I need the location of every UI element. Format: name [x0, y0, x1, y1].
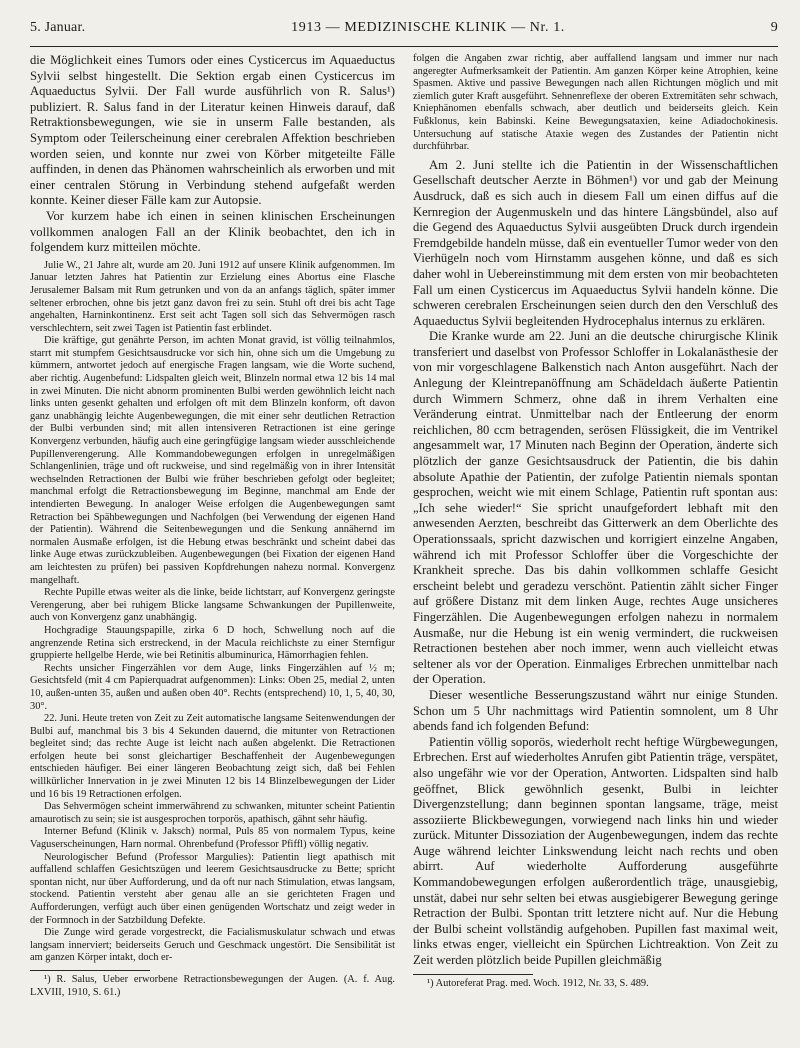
case-internal: Interner Befund (Klinik v. Jaksch) normal, Puls 85 von normalem Typus, keine Vaguserscheinungen, Harn normal. Ohrenbefund (Professor Pfiffl) völlig negativ. — [30, 826, 395, 851]
case-visual-field: Rechts unsicher Fingerzählen vor dem Auge, links Fingerzählen auf ½ m; Gesichtsfeld (mit 4 cm Papierquadrat aufgenommen): Links: Oben 25, medial 2, unten 10, außen-unten 35, außen und außen oben 40°. Rechts (entsprechend) 10, 1, 5, 40, 30, 30°. — [30, 662, 395, 712]
left-paragraph-1: die Möglichkeit eines Tumors oder eines Cysticercus im Aquaeductus Sylvii selbst hingestellt. Die Sektion ergab einen Cysticercus im Aquaeductus Sylvii. Der Fall wurde ausführlich von R. Salus¹) publiziert. R. Salus fand in der Literatur keinen Hinweis darauf, daß Retraktionsbewegungen, wie sie in unserm Falle bestanden, als Symptom oder Teilerscheinung einer cerebralen Affektion beschrieben worden seien, und konnte nur zwei von Körber mitgeteilte Fälle auffinden, in denen das Phänomen wahrscheinlich als erworben und mit einer centralen Störung in Verbindung stehend aufgefaßt werden konnte. Keiner dieser Fälle kam zur Autopsie. — [30, 53, 395, 208]
case-tongue: Die Zunge wird gerade vorgestreckt, die Facialismuskulatur schwach und etwas langsam innerviert; beiderseits Geruch und Geschmack ungestört. Die Sensibilität ist am ganzen Körper intakt, doch er- — [30, 927, 395, 964]
right-paragraph-4: Patientin völlig soporös, wiederholt recht heftige Würgbewegungen, Erbrechen. Erst auf wiederholtes Anrufen gibt Patientin träge, verspätet, also ungefähr wie vor der Operation, Antworten. Lidspalten sind halb geöffnet, Blick gewöhnlich gesenkt, Bulbi in leichter Divergenzstellung; dann beginnen spontan langsame, träge, meist assoziierte Blickbewegungen, vorwiegend nach links hin und wieder zurück. Mitunter Dissoziation der Augenbewegungen, indem das rechte Auge während leichter Linkswendung leicht nach rechts und oben abirrt. Auf wiederholte Aufforderung ausgeführte Kommandobewegungen erfolgen außerordentlich träge, unausgiebig, unstät, dabei nur sehr selten bei etwas ausgiebigerer Bewegung geringe Retraction der Bulbi. Spontan tritt letztere nicht auf. Nur die Hebung der Bulbi scheint vollständig aufgehoben. Pupillen fast maximal weit, links etwas enger, vielleicht ein Spürchen Lichtreaktion. Von Zeit zu Zeit werden plötzlich beide Pupillen gleichmäßig — [413, 734, 778, 968]
footnote-rule-right — [413, 974, 533, 975]
left-paragraph-2: Vor kurzem habe ich einen in seinen klinischen Erscheinungen vollkommen analogen Fall an der Klinik beobachtet, den ich in folgendem kurz mitteilen möchte. — [30, 208, 395, 255]
case-pupils: Rechte Pupille etwas weiter als die linke, beide lichtstarr, auf Konvergenz geringste Verengerung, aber bei ruhigem Blicke langsame Schwankungen der Pupillenweite, auch von Konvergenz ganz unabhängig. — [30, 587, 395, 624]
left-column — [30, 53, 395, 999]
case-papilla: Hochgradige Stauungspapille, zirka 6 D hoch, Schwellung noch auf die angrenzende Retina sich erstreckend, in der Macula reichlichste zu einer Sternfigur gruppierte hellgelbe Herde, wie bei Retinitis albuminurica, Hämorrhagien fehlen. — [30, 624, 395, 662]
case-june-22: 22. Juni. Heute treten von Zeit zu Zeit automatische langsame Seitenwendungen der Bulbi auf, manchmal bis 3 bis 4 Sekunden dauernd, die mitunter von Retractionen begleitet sind; das rechte Auge ist leicht nach außen abgelenkt. Die Retractionen erfolgen heute bei sonst gleichartiger Beschaffenheit der Augenbewegungen entschieden häufiger. Bei einer längeren Beobachtung zeigt sich, daß bei Fehlen willkürlicher Innervation in je zwei Minuten 12 bis 14 Blinzelbewegungen der Lider und 16 bis 19 Retractionen erfolgen. — [30, 713, 395, 800]
right-paragraph-1: Am 2. Juni stellte ich die Patientin in der Wissenschaftlichen Gesellschaft deutscher Aerzte in Böhmen¹) vor und gab der Meinung Ausdruck, daß es sich auch in diesem Fall um einen diffus auf die Kernregion der Augenmuskeln und das hintere Längsbündel, also auf die Gegend des Aquaeductus Sylvii ausgeübten Druck durch irgendein Fremdgebilde handeln müsse, daß ein eventueller Tumor weder von den Vierhügeln noch vom Hirnstamm ausgehen könne, und daß es sich daher wohl in Uebereinstimmung mit dem ersten von mir beobachteten Fall um einen Cysticercus im Aquaeductus Sylvii handeln könne. Die schweren cerebralen Erscheinungen seien durch den den Verschluß des Aquaeductus Sylvii begleitenden Hydrocephalus internus zu erklären. — [413, 157, 778, 328]
header-page-number: 9 — [770, 20, 778, 35]
case-eye-findings: Die kräftige, gut genährte Person, im achten Monat gravid, ist völlig teilnahmlos, starrt mit stumpfem Gesichtsausdrucke vor sich hin, ohne sich um die Umgebung zu kümmern, antwortet jedoch auf energische Fragen langsam, wie die Worte suchend, aber richtig. Augenbefund: Lidspalten gleich weit, Blinzeln normal etwa 12 bis 14 mal in zwei Minuten. Die nicht abnorm prominenten Bulbi werden gewöhnlich leicht nach links unten gesenkt gehalten und erfolgen oft mit dem Blinzeln konform, oft davon ganz unabhängig leichte Augenbewegungen, die mit einer sehr deutlichen Retraction der Bulbi verbunden sind; mit allen intensiveren Retractionen ist eine geringe Konvergenz verbunden, häufig auch eine geringfügige langsam wieder ausschleichende Pupillenverengerung. Alle Kommandobewegungen erfolgen in unregelmäßigen Schlangenlinien, träge und oft ruckweise, und sind regelmäßig von in ihrer Intensität wechselnden Retractionen der Bulbi wie früher beschrieben gefolgt oder begleitet; manchmal erfolgt die Retractionsbewegung im Beginne, manchmal am Ende der intendierten Bewegung. In analoger Weise erfolgen die Augenbewegungen samt Retraction bei Spähbewegungen und Nachfolgen (bei Verwendung der eigenen Hand der Patientin). Während die Seitenbewegungen und die Senkung annähernd im normalen Ausmaße erfolgen, ist die Hebung etwas beschränkt und scheint dabei das linke Auge etwas zurückzubleiben. Augenbewegungen (bei Fixation der eigenen Hand am leichtesten zu prüfen) bei passiven Kopfdrehungen nahezu normal. Konvergenz mangelhaft. — [30, 335, 395, 586]
text-columns — [30, 53, 778, 999]
footnote-left: ¹) R. Salus, Ueber erworbene Retractionsbewegungen der Augen. (A. f. Aug. LXVIII, 1910, S. 61.) — [30, 973, 395, 998]
header-rule — [30, 46, 778, 47]
header-date: 5. Januar. — [30, 20, 86, 35]
case-report — [30, 260, 395, 965]
footnote-rule-left — [30, 970, 150, 971]
case-neurological: Neurologischer Befund (Professor Margulies): Patientin liegt apathisch mit auffallend schlaffen Gesichtszügen und leerem Gesichtsausdrucke zu Bette; spricht spontan nicht, nur über Aufforderung, und da oft nur nach Stimulation, etwas langsam, stockend. Patientin versteht aber genau alle an sie gerichteten Fragen und Aufforderungen, verfügt auch über einen genügenden Wortschatz und zeigt weder in der Formnoch in der Satzbildung Defekte. — [30, 851, 395, 926]
right-paragraph-2: Die Kranke wurde am 22. Juni an die deutsche chirurgische Klinik transferiert und daselbst von Professor Schloffer in Lokalanästhesie der von mir vorgeschlagene Balkenstich nach Anton ausgeführt. Nach der Anlegung der Kleintrepanöffnung am Schädeldach äußerte Patientin durch Wimmern Schmerz, ohne daß in ihrem Verhalten eine Veränderung eintrat. Unmittelbar nach der Entleerung der enorm reichlichen, 80 ccm betragenden, serösen Flüssigkeit, die im Ventrikel angesammelt war, 17 Minuten nach Beginn der Operation, änderte sich plötzlich der ganze Gesichtsausdruck der Patientin, die bis dahin absolute Apathie der Patientin, der zufolge Patientin niemals spontan gesprochen, weicht wie mit einem Schlage, Patientin ruft spontan aus: „Ich sehe wieder!“ Sie spricht unaufgefordert lebhaft mit den anwesenden Aerzten, beschreibt das Gitterwerk an dem Oberlichte des Operationssaals, spricht dazwischen und korrigiert einzelne Angaben, während ich mit Professor Schloffer über die Vorgeschichte der Krankheit spreche. Das bis dahin vollkommen schlaffe Gesicht erscheint belebt und geradezu verschönt. Patientin zählt sicher Finger auf größere Distanz mit dem linken Auge, rechtes Auge unsicheres Fingerzählen. Die Augenbewegungen erfolgen nahezu in normalem Ausmaße, nur die Hebung ist ein wenig vermindert, die ruckweisen Retractionen bestehen aber noch immer, wenn auch vielleicht etwas seltener als vor der Operation. Einmaliges Erbrechen unmittelbar nach der Operation. — [413, 329, 778, 687]
running-header — [30, 20, 778, 40]
right-paragraph-3: Dieser wesentliche Besserungszustand währt nur einige Stunden. Schon um 5 Uhr nachmittags wird Patientin somnolent, um 8 Uhr abends fand ich folgenden Befund: — [413, 687, 778, 734]
case-intro: Julie W., 21 Jahre alt, wurde am 20. Juni 1912 auf unsere Klinik aufgenommen. Im Januar letzten Jahres hat Patientin zur Erzielung eines Abortus eine Flasche Jerusalemer Balsam mit Rum getrunken und von da an anfangs täglich, später immer seltener erbrochen, ohne bis jetzt ganz davon frei zu sein. Stuhl oft drei bis acht Tage angehalten, Harninkontinenz. Erst seit acht Tagen soll sich das Sehvermögen rasch verschlechtern, seit zwei Tagen ist Patientin fast erblindet. — [30, 259, 395, 334]
case-vision: Das Sehvermögen scheint immerwährend zu schwanken, mitunter scheint Patientin amaurotisch zu sein; sie ist ausgesprochen torporös, apathisch, gähnt sehr häufig. — [30, 801, 395, 825]
header-journal-title: 1913 — MEDIZINISCHE KLINIK — Nr. 1. — [291, 20, 565, 35]
right-case-continuation: folgen die Angaben zwar richtig, aber auffallend langsam und immer nur nach angeregter Aufmerksamkeit der Patientin. Am ganzen Körper keine Atrophien, keine Spasmen. Aktive und passive Bewegungen nach allen Richtungen möglich und mit ziemlich guter Kraft ausgeführt. Sehnenreflexe der oberen Extremitäten sehr schwach, Kniephänomen ebenfalls schwach, aber deutlich und beiderseits gleich. Kein Fußklonus, kein Babinski. Keine Bewegungsataxien, keine Adiadochokinesis. Untersuchung auf statische Ataxie wegen des Zustandes der Patientin nicht durchführbar. — [413, 53, 778, 153]
footnote-right: ¹) Autoreferat Prag. med. Woch. 1912, Nr. 33, S. 489. — [427, 977, 649, 989]
right-column — [413, 53, 778, 999]
